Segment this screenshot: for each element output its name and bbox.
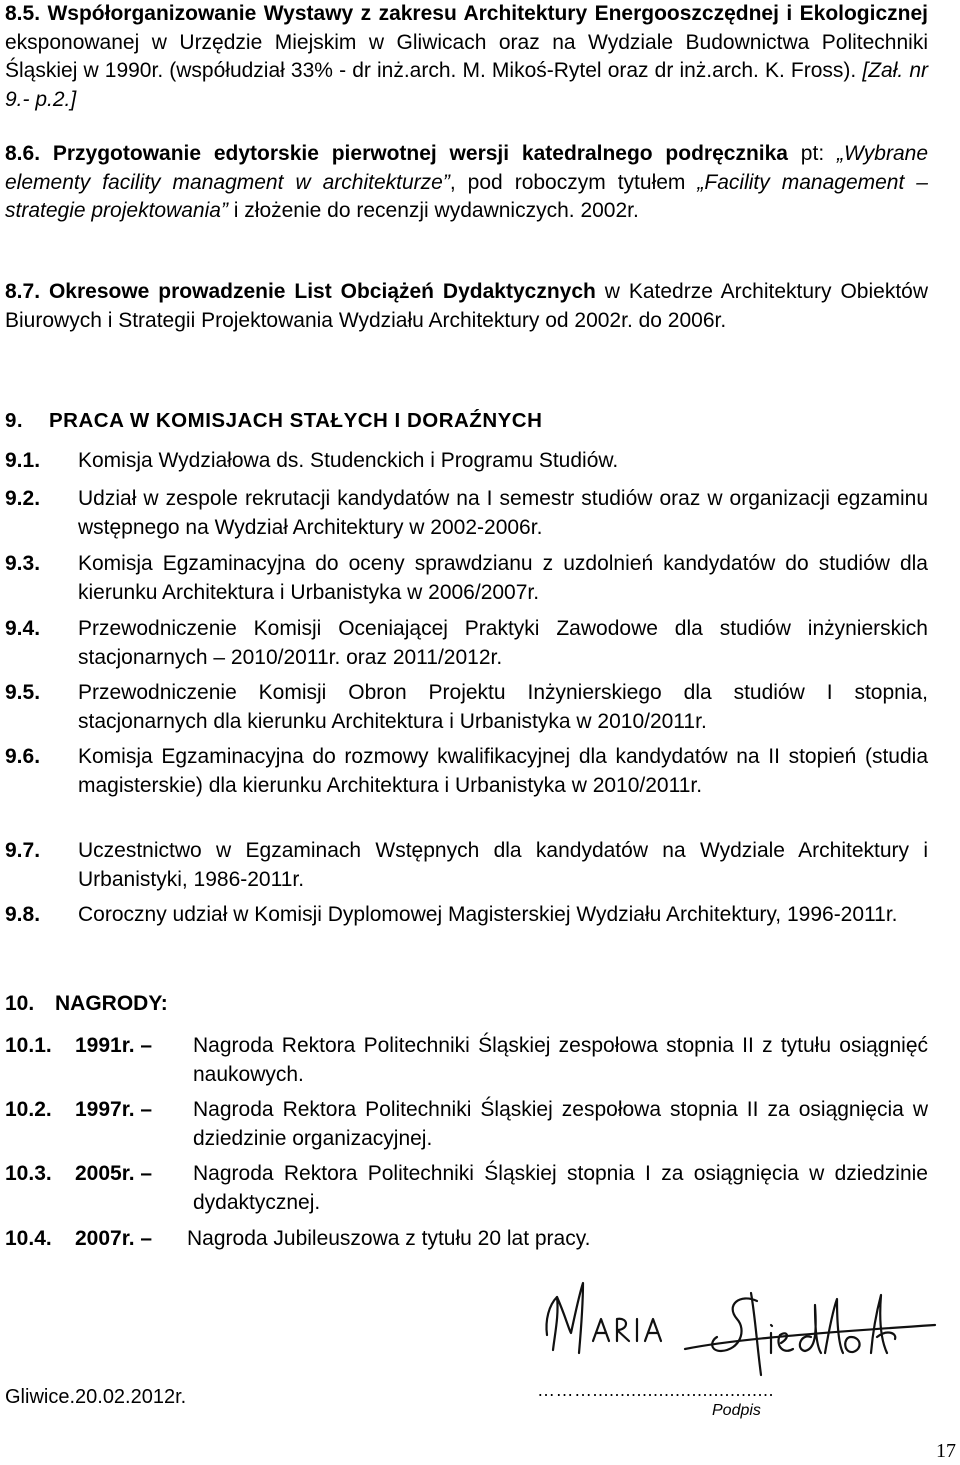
item-number: 10.3.	[5, 1162, 52, 1185]
item-number: 8.5.	[5, 2, 41, 25]
item-number: 9.3.	[5, 552, 41, 575]
item-number: 9.6.	[5, 745, 41, 768]
item-number: 10.4.	[5, 1227, 52, 1250]
item-text: Nagroda Rektora Politechniki Śląskiej zespołowa stopnia II za osiągnięcia w dziedzinie organizacyjnej.	[193, 1098, 928, 1150]
item-text: Komisja Egzaminacyjna do oceny sprawdzianu z uzdolnień kandydatów do studiów dla kierunku Architektura i Urbanistyka w 2006/2007r.	[78, 552, 928, 604]
item-8-7	[5, 278, 928, 335]
item-8-5	[5, 0, 928, 114]
list-item	[5, 615, 928, 672]
item-text: pt:	[787, 142, 837, 165]
page-number: 17	[936, 1440, 956, 1462]
item-number: 8.6.	[5, 142, 41, 165]
item-text: Komisja Wydziałowa ds. Studenckich i Programu Studiów.	[78, 449, 619, 472]
list-item	[5, 679, 928, 736]
list-item	[5, 837, 928, 894]
item-lead: Przygotowanie edytorskie pierwotnej wersji katedralnego podręcznika	[52, 142, 788, 165]
item-8-6	[5, 140, 928, 226]
item-number: 9.4.	[5, 617, 41, 640]
item-number: 10.2.	[5, 1098, 52, 1121]
section-9-heading	[5, 409, 542, 433]
item-lead: Okresowe prowadzenie List Obciążeń Dydaktycznych	[48, 280, 596, 303]
item-text: Przewodniczenie Komisji Obron Projektu Inżynierskiego dla studiów I stopnia, stacjonarnych dla kierunku Architektura i Urbanistyka w 2010/2011r.	[78, 681, 928, 733]
section-title: PRACA W KOMISJACH STAŁYCH I DORAŹNYCH	[49, 409, 543, 432]
item-text: Nagroda Jubileuszowa z tytułu 20 lat pracy.	[187, 1227, 591, 1250]
item-text: Uczestnictwo w Egzaminach Wstępnych dla kandydatów na Wydziale Architektury i Urbanistyki, 1986-2011r.	[78, 839, 928, 891]
item-text: w Katedrze Architektury Obiektów Biurowych i Strategii Projektowania Wydziału Architektury od 2002r. do 2006r.	[5, 280, 928, 332]
award-item	[5, 1160, 928, 1217]
award-year: 2007r. –	[75, 1227, 153, 1250]
list-item	[5, 743, 928, 800]
item-text: Coroczny udział w Komisji Dyplomowej Magisterskiej Wydziału Architektury, 1996-2011r.	[78, 903, 898, 926]
signature-line: ……….................................	[537, 1380, 775, 1400]
handwritten-signature	[525, 1275, 945, 1385]
attachment-ref: [Zał. nr 9.- p.2.]	[5, 59, 928, 111]
item-text: Przewodniczenie Komisji Oceniającej Praktyki Zawodowe dla studiów inżynierskich stacjonarnych – 2010/2011r. oraz 2011/2012r.	[78, 617, 928, 669]
item-text: Nagroda Rektora Politechniki Śląskiej stopnia I za osiągnięcia w dziedzinie dydaktycznej.	[193, 1162, 928, 1214]
place-date: Gliwice.20.02.2012r.	[5, 1386, 187, 1408]
award-year: 1991r. –	[75, 1034, 153, 1057]
section-title: NAGRODY:	[55, 992, 168, 1015]
item-text: eksponowanej w Urzędzie Miejskim w Gliwicach oraz na Wydziale Budownictwa Politechniki Śląskiej w 1990r. (współudział 33% - dr inż.arch. M. Mikoś-Rytel oraz dr inż.arch. K. Fross).	[5, 30, 928, 82]
signature-label: Podpis	[712, 1402, 761, 1419]
section-number: 9.	[5, 409, 24, 432]
working-title: „Facility management – strategie projektowania”	[5, 170, 928, 222]
item-lead: Współorganizowanie Wystawy z zakresu Architektury Energooszczędnej i Ekologicznej	[47, 2, 928, 25]
item-number: 9.8.	[5, 903, 41, 926]
section-number: 10.	[5, 992, 35, 1015]
item-number: 8.7.	[5, 280, 41, 303]
award-year: 2005r. –	[75, 1162, 153, 1185]
item-text: Nagroda Rektora Politechniki Śląskiej zespołowa stopnia II z tytułu osiągnięć naukowych.	[193, 1034, 928, 1086]
award-item	[5, 1032, 928, 1089]
item-number: 9.2.	[5, 487, 41, 510]
item-number: 9.5.	[5, 681, 41, 704]
item-number: 9.7.	[5, 839, 41, 862]
item-number: 9.1.	[5, 449, 41, 472]
list-item	[5, 485, 928, 542]
item-text: , pod roboczym tytułem	[449, 170, 698, 194]
book-title: „Wybrane elementy facility managment w architekturze”	[5, 142, 928, 194]
item-number: 10.1.	[5, 1034, 52, 1057]
award-item	[5, 1225, 928, 1254]
award-item	[5, 1096, 928, 1153]
item-text: i złożenie do recenzji wydawniczych. 2002r.	[227, 199, 639, 222]
item-text: Udział w zespole rekrutacji kandydatów na I semestr studiów oraz w organizacji egzaminu wstępnego na Wydział Architektury w 2002-2006r.	[78, 487, 928, 539]
item-text: Komisja Egzaminacyjna do rozmowy kwalifikacyjnej dla kandydatów na II stopień (studia magisterskie) dla kierunku Architektura i Urbanistyka w 2010/2011r.	[78, 745, 928, 797]
list-item	[5, 901, 928, 930]
award-year: 1997r. –	[75, 1098, 153, 1121]
list-item	[5, 550, 928, 607]
list-item	[5, 447, 928, 476]
section-10-heading	[5, 992, 168, 1016]
